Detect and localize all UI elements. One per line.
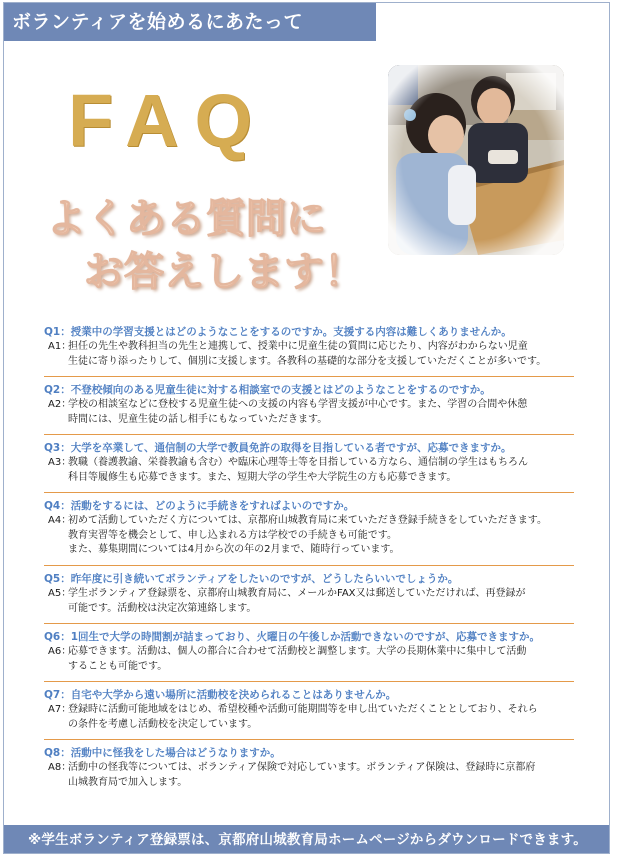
separator-line xyxy=(44,376,574,377)
answer-line: 時間には、児童生徒の話し相手にもなっていただきます。 xyxy=(68,413,328,425)
question-text: Q8：活動中に怪我をした場合はどうなりますか。 xyxy=(44,747,281,759)
answer-line: 可能です。活動校は決定次第連絡します。 xyxy=(68,602,257,614)
faq-item-2 xyxy=(44,383,580,427)
question-text: Q1：授業中の学習支援とはどのようなことをするのですか。支援する内容は難しくありませんか。 xyxy=(44,326,512,338)
answer-block xyxy=(44,587,580,616)
answer-tag: A5： xyxy=(48,588,72,599)
answer-line: 山城教育局で加入します。 xyxy=(68,776,188,788)
answer-tag: A4： xyxy=(48,515,72,526)
question-text: Q4：活動をするには、どのように手続きをすればよいのですか。 xyxy=(44,500,355,512)
separator-line xyxy=(44,739,574,740)
answer-tag: A8： xyxy=(48,762,72,773)
separator-line xyxy=(44,492,574,493)
slogan-line-1: よくある質問に xyxy=(46,196,326,242)
answer-line: 応募できます。活動は、個人の都合に合わせて活動校と調整します。大学の長期休業中に集中して活動 xyxy=(68,646,527,657)
faq-item-1 xyxy=(44,325,580,369)
answer-line: の条件を考慮し活動校を決定しています。 xyxy=(68,718,258,730)
answer-block xyxy=(44,761,580,790)
faq-item-6 xyxy=(44,630,580,674)
faq-item-8 xyxy=(44,746,580,790)
answer-line: 教育実習等を機会として、申し込まれる方は学校での手続きも可能です。 xyxy=(68,529,397,541)
separator-line xyxy=(44,681,574,682)
answer-block xyxy=(44,398,580,427)
answer-block xyxy=(44,340,580,369)
question-text: Q2：不登校傾向のある児童生徒に対する相談室での支援とはどのようなことをするのですか。 xyxy=(44,384,491,396)
separator-line xyxy=(44,623,574,624)
header-band xyxy=(4,3,376,41)
faq-item-5 xyxy=(44,572,580,616)
answer-block xyxy=(44,514,580,558)
flyer-page xyxy=(3,2,610,854)
answer-tag: A3： xyxy=(48,457,72,468)
faq-item-3 xyxy=(44,441,580,485)
question-text: Q6：1回生で大学の時間割が詰まっており、火曜日の午後しか活動できないのですが、応募できますか。 xyxy=(44,631,541,643)
answer-tag: A1： xyxy=(48,341,72,352)
answer-tag: A7： xyxy=(48,704,72,715)
answer-line: 活動中の怪我等については、ボランティア保険で対応しています。ボランティア保険は、登録時に京都府 xyxy=(68,762,536,773)
answer-block xyxy=(44,645,580,674)
separator-line xyxy=(44,565,574,566)
question-text: Q5：昨年度に引き続いてボランティアをしたいのですが、どうしたらいいでしょうか。 xyxy=(44,573,459,585)
answer-line: することも可能です。 xyxy=(68,660,168,672)
faq-heading: FAQ xyxy=(68,79,269,162)
question-text: Q3：大学を卒業して、通信制の大学で教員免許の取得を目指している者ですが、応募できますか。 xyxy=(44,442,512,454)
answer-tag: A2： xyxy=(48,399,72,410)
separator-line xyxy=(44,434,574,435)
classroom-photo-illustration xyxy=(388,65,564,255)
slogan-line-2: お答えします！ xyxy=(84,249,364,295)
answer-tag: A6： xyxy=(48,646,72,657)
answer-line: 担任の先生や教科担当の先生と連携して、授業中に児童生徒の質問に応じたり、内容がわからない児童 xyxy=(68,341,528,352)
answer-block xyxy=(44,703,580,732)
faq-item-7 xyxy=(44,688,580,732)
answer-line: 科目等履修生も応募できます。また、短期大学の学生や大学院生の方も応募できます。 xyxy=(68,471,457,483)
answer-line: 生徒に寄り添ったりして、個別に支援します。各教科の基礎的な部分を支援していただくことが多いです。 xyxy=(68,355,547,367)
answer-line: 初めて活動していただく方については、京都府山城教育局に来ていただき登録手続きをしていただきます。 xyxy=(68,515,547,526)
answer-line: 学生ボランティア登録票を、京都府山城教育局に、メールかFAX又は郵送していただければ、再登録が xyxy=(68,588,526,599)
page-title: ボランティアを始めるにあたって xyxy=(12,11,303,33)
footer-note: ※学生ボランティア登録票は、京都府山城教育局ホームページからダウンロードできます。 xyxy=(28,832,587,848)
answer-block xyxy=(44,456,580,485)
answer-line: また、募集期間については4月から次の年の2月まで、随時行っています。 xyxy=(68,544,400,556)
answer-line: 教職（養護教諭、栄養教諭も含む）や臨床心理等士等を目指している方なら、通信制の学生はもちろん xyxy=(68,457,528,468)
classroom-photo xyxy=(388,65,564,255)
answer-line: 学校の相談室などに登校する児童生徒への支援の内容も学習支援が中心です。また、学習の合間や休憩 xyxy=(68,399,528,410)
footer-band xyxy=(4,825,610,854)
question-text: Q7：自宅や大学から遠い場所に活動校を決められることはありませんか。 xyxy=(44,689,397,701)
faq-item-4 xyxy=(44,499,580,558)
answer-line: 登録時に活動可能地域をはじめ、希望校種や活動可能期間等を申し出ていただくこととしており、それら xyxy=(68,704,538,715)
